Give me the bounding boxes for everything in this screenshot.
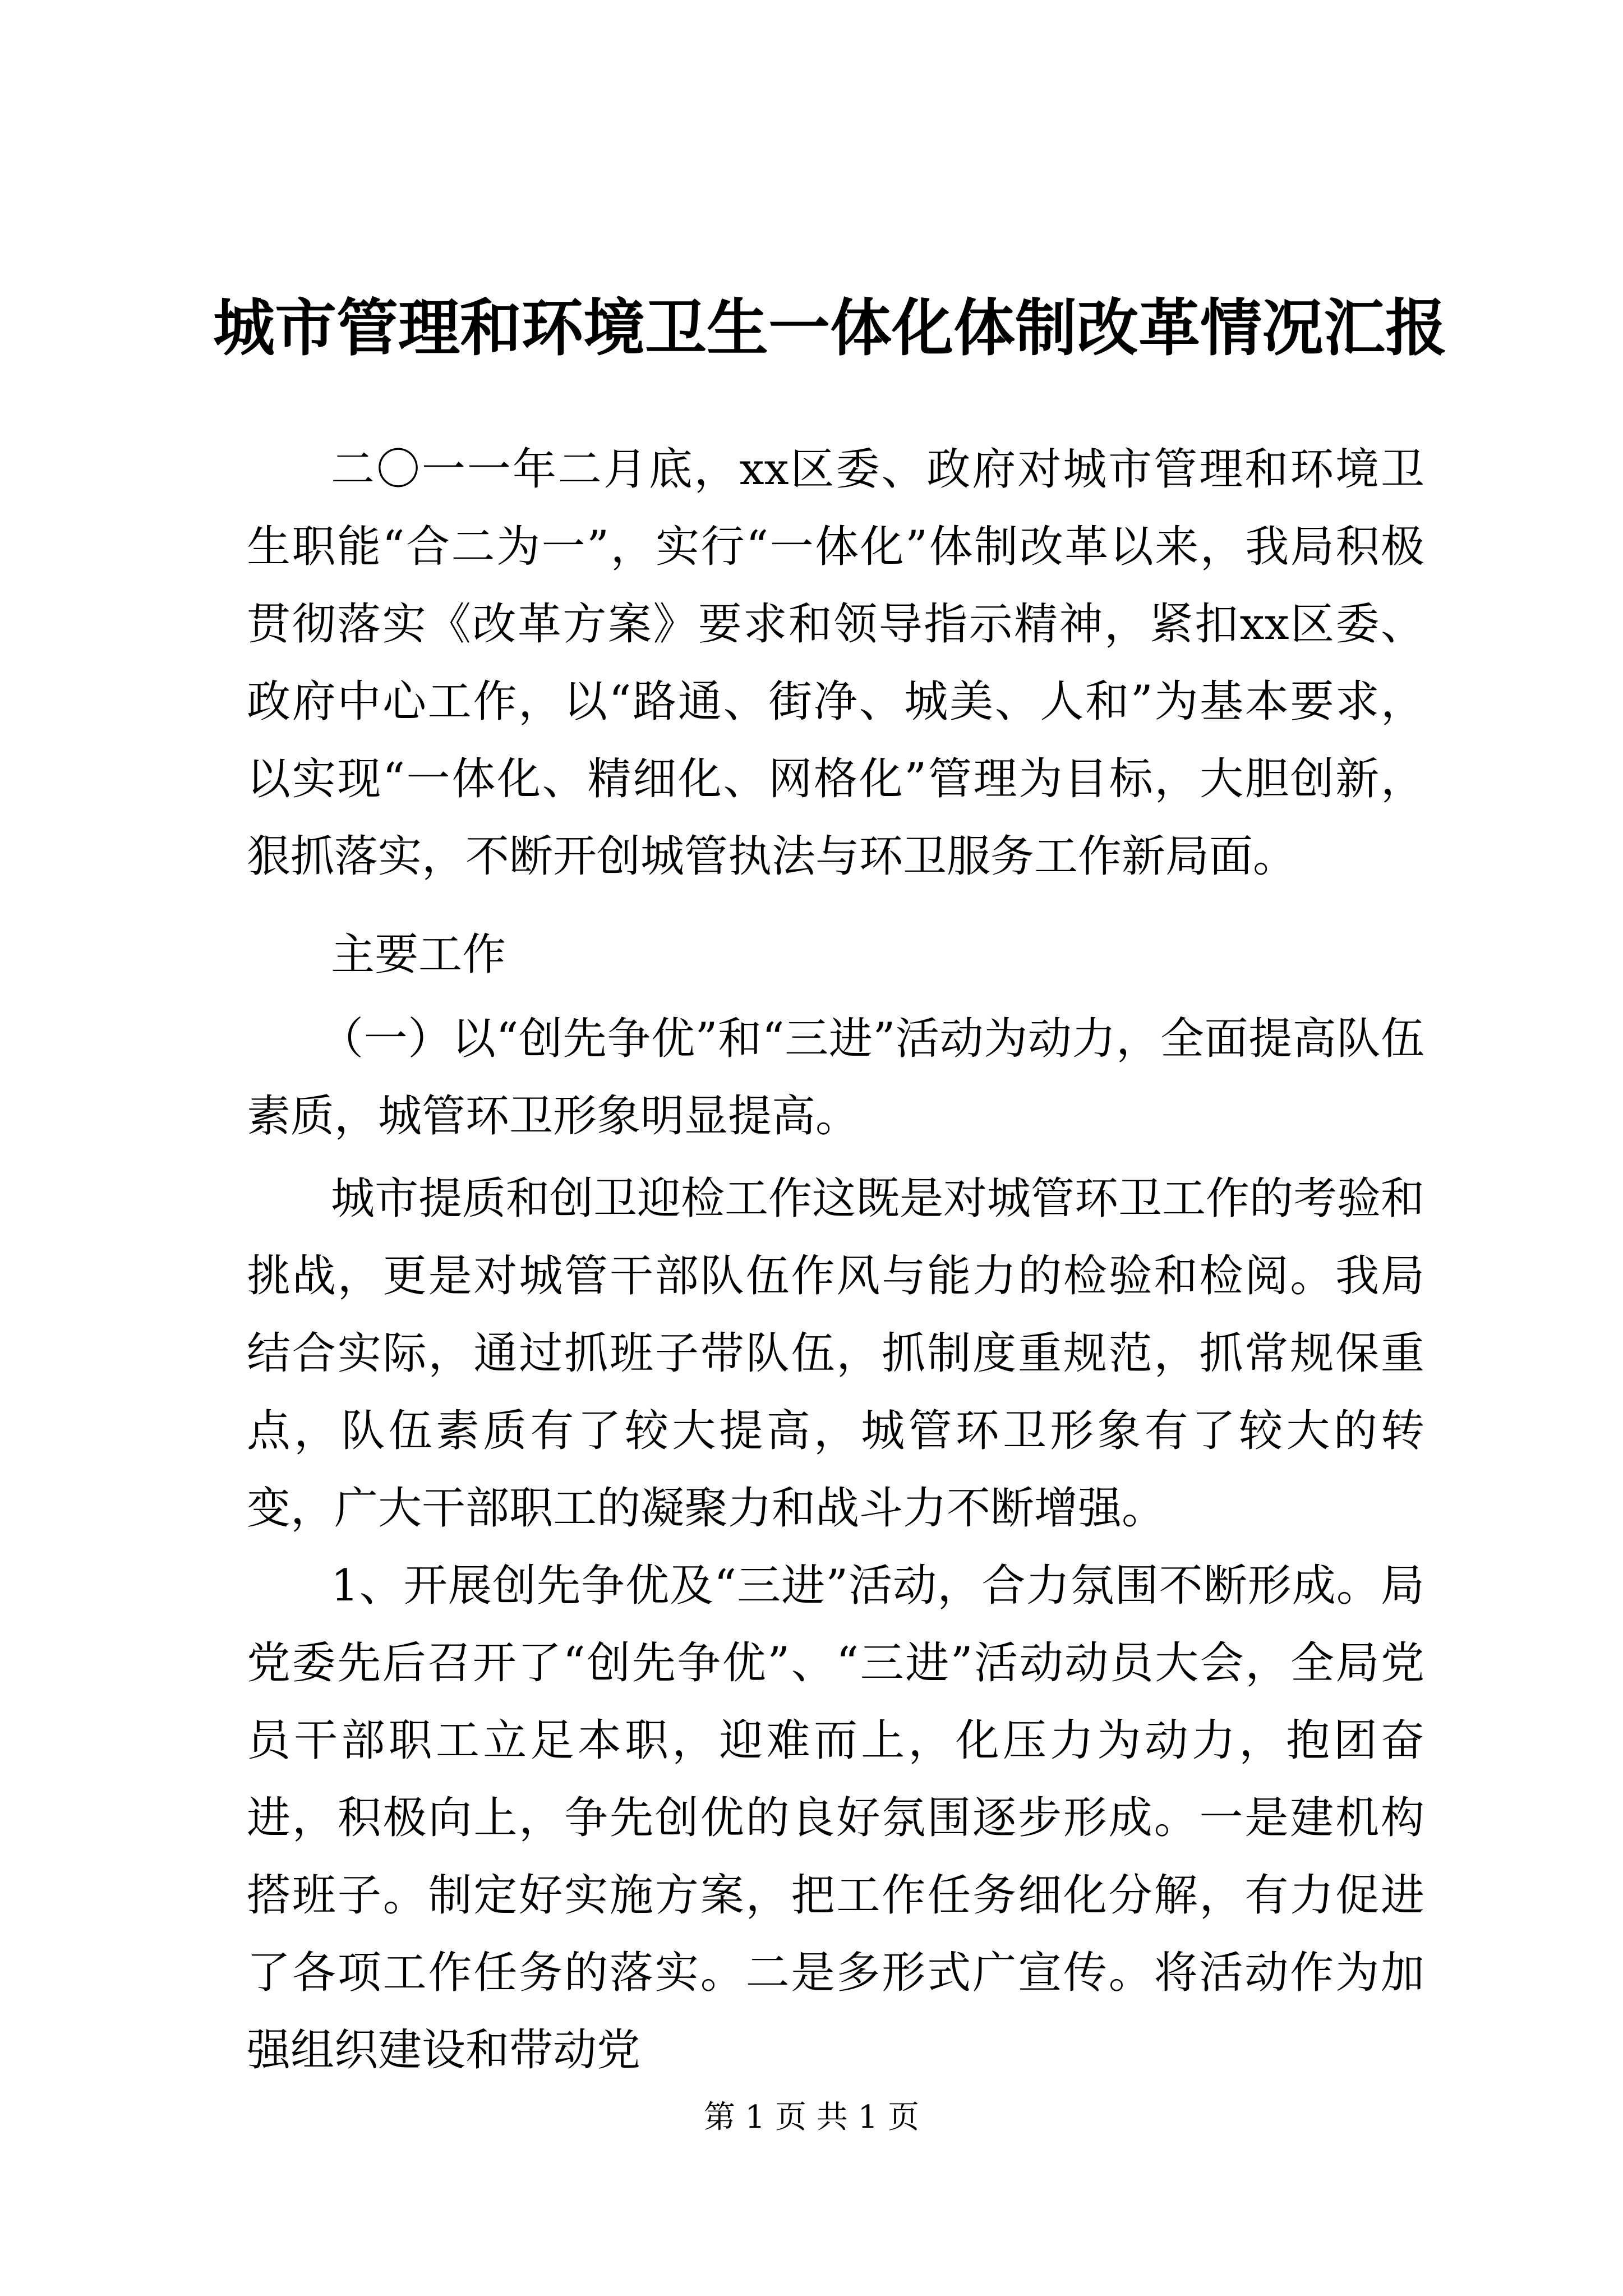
paragraph-intro: 二〇一一年二月底，xx区委、政府对城市管理和环境卫生职能“合二为一”，实行“一体化”体制改革以来，我局积极贯彻落实《改革方案》要求和领导指示精神，紧扣xx区委、政府中心工作，以“路通、街净、城美、人和”为基本要求，以实现“一体化、精细化、网格化”管理为目标，大胆创新，狠抓落实，不断开创城管执法与环卫服务工作新局面。	[247, 444, 1424, 882]
paragraph-body: 城市提质和创卫迎检工作这既是对城管环卫工作的考验和挑战，更是对城管干部队伍作风与能力的检验和检阅。我局结合实际，通过抓班子带队伍，抓制度重规范，抓常规保重点，队伍素质有了较大提高，城管环卫形象有了较大的转变，广大干部职工的凝聚力和战斗力不断增强。	[247, 1174, 1425, 1534]
subsection-heading: （一）以“创先争优”和“三进”活动为动力，全面提高队伍素质，城管环卫形象明显提高。	[247, 1014, 1424, 1142]
section-heading: 主要工作	[331, 930, 506, 980]
paragraph-item-1: 1、开展创先争优及“三进”活动，合力氛围不断形成。局党委先后召开了“创先争优”、“三进”活动动员大会，全局党员干部职工立足本职，迎难而上，化压力为动力，抱团奋进，积极向上，争先创优的良好氛围逐步形成。一是建机构搭班子。制定好实施方案，把工作任务细化分解，有力促进了各项工作任务的落实。二是多形式广宣传。将活动作为加强组织建设和带动党	[247, 1561, 1424, 2076]
page-footer: 第 1 页 共 1 页	[703, 2099, 920, 2136]
document-title: 城市管理和环境卫生一体化体制改革情况汇报	[213, 292, 1447, 364]
